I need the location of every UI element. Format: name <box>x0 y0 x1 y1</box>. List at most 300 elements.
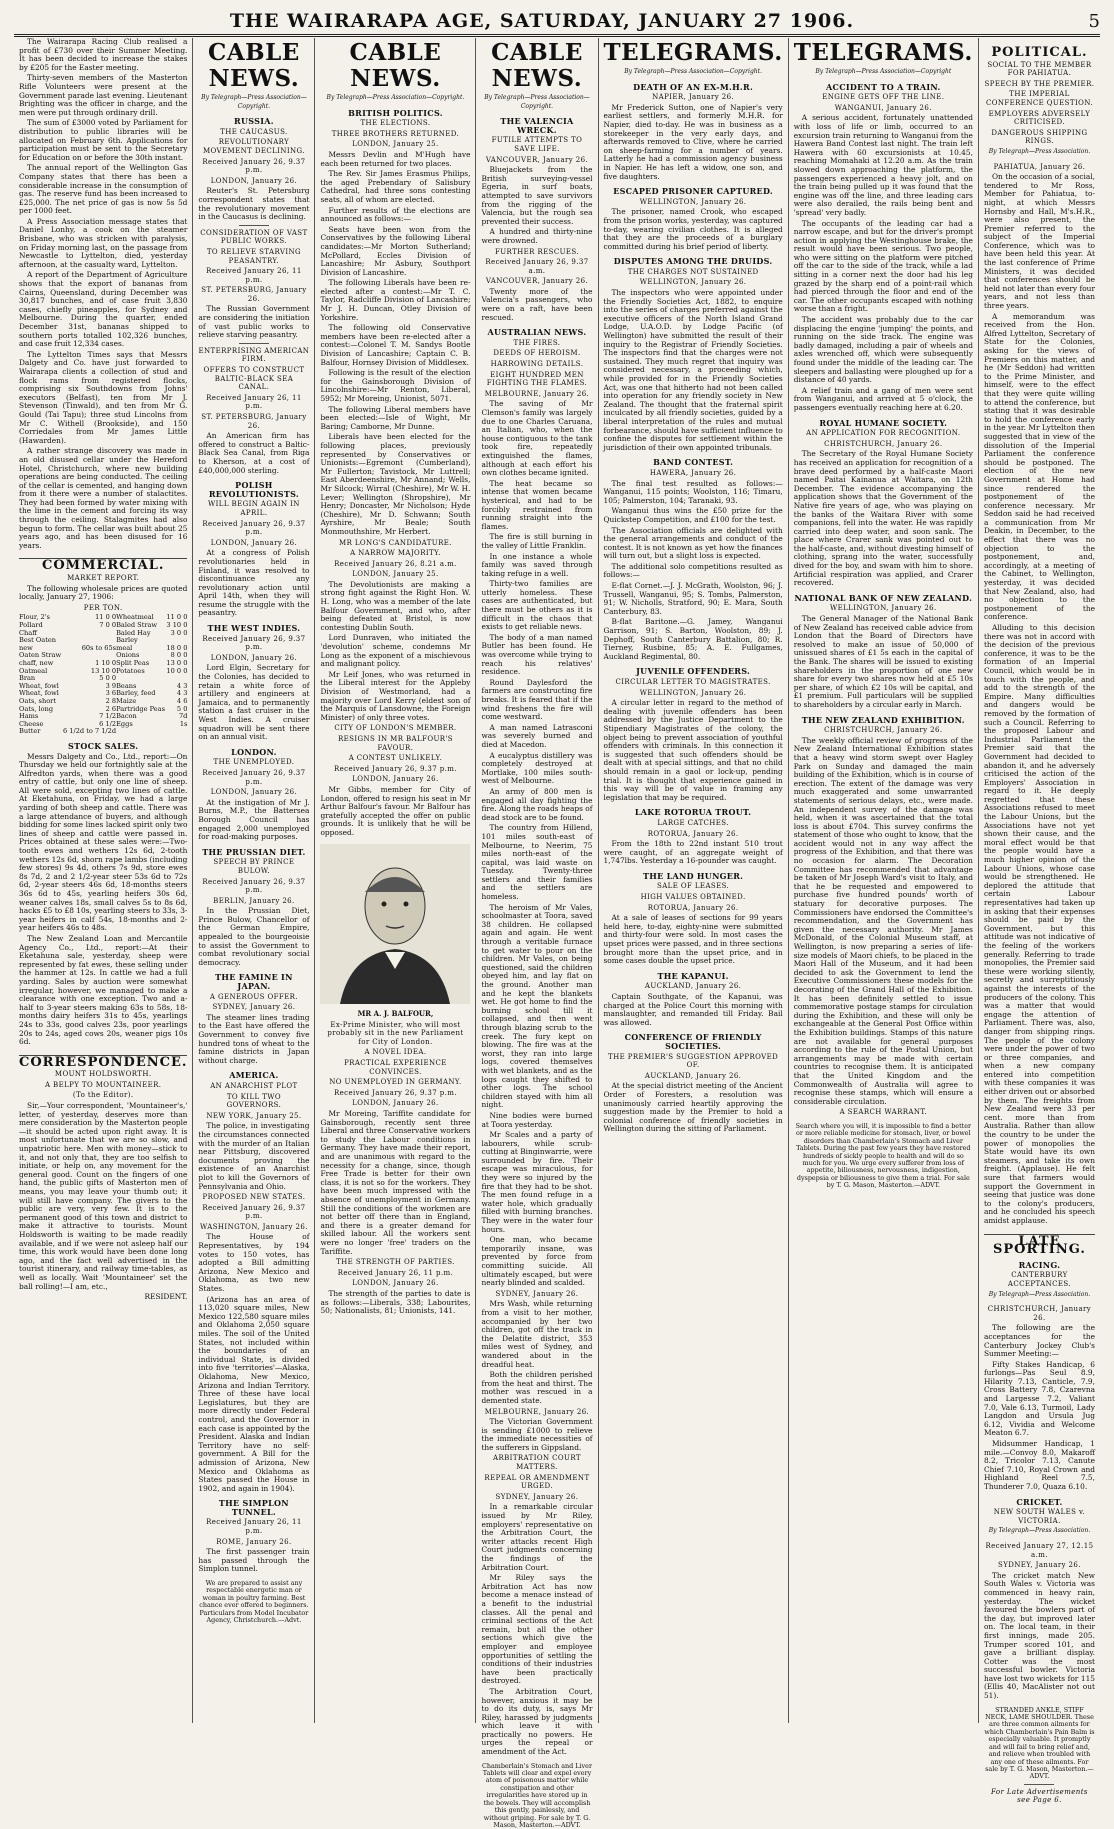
letter-title: MOUNT HOLDSWORTH. <box>54 1070 152 1079</box>
byline: By Telegraph—Press Association—Copyright. <box>201 94 307 110</box>
article-subheading: HARROWING DETAILS. <box>490 360 584 369</box>
paragraph: A report of the Department of Agriculture shows that the export of bananas from Cairns, Queensland, during December was 30,817 bunches, and of case fruit 3,830 cases, chiefly pineapples, for Sydney and Melbourne. During the quarter, ended December 31st, bananas shipped to southern ports totalled 102,326 bunches, and case fruit 12,334 cases. <box>19 270 188 349</box>
paragraph: A hundred and thirty-nine were drowned. <box>481 227 593 245</box>
article-subheading: TO RELIEVE STARVING PEASANTRY. <box>206 247 302 265</box>
paragraph: The Victorian Government is sending £1000 to relieve the immediate necessities of the sufferers in Gippsland. <box>481 1417 593 1452</box>
market-cell: Cheese <box>19 719 44 728</box>
dateline: Received January 26, 8.21 a.m. <box>334 559 457 568</box>
stock-sales-heading: STOCK SALES. <box>68 740 139 751</box>
dateline: SYDNEY, January 26. <box>212 1003 296 1012</box>
section-heading-commercial: COMMERCIAL. <box>19 558 187 571</box>
paragraph: The additional solo competitions resulted as follows:— <box>603 561 783 580</box>
column-banner: CABLE NEWS. <box>349 39 442 92</box>
article-heading: POLISH REVOLUTIONISTS. <box>208 480 300 499</box>
article-heading: JUVENILE OFFENDERS. <box>636 666 751 677</box>
dateline: Received January 26, 11 p.m. <box>206 1518 302 1536</box>
market-cell: 1 10 0 <box>95 658 117 667</box>
article-subheading: NEW SOUTH WALES v. VICTORIA. <box>993 1508 1086 1525</box>
market-cell <box>62 630 116 638</box>
market-cell: meal <box>116 643 133 652</box>
market-cell: Baled Straw <box>116 621 158 629</box>
portrait-caption: MR A. J. BALFOUR, <box>357 1009 434 1019</box>
paragraph: Mrs Wash, while returning from a visit to her mother, accompanied by her two children, got off the track in the Delatite district, 353 miles west of Sydney, and wandered about in the dreadful heat. <box>481 1299 593 1369</box>
article-subheading: EMPLOYERS ADVERSELY CRITICISED. <box>988 109 1091 127</box>
article-heading: THE WEST INDIES. <box>207 623 301 634</box>
paragraph: The prisoner, named Crook, who escaped from the prison works, yesterday, was captured to-day, wearing civilian clothes. It is alleged that they are the proceeds of a burglary committed during his brief period of liberty. <box>603 207 783 251</box>
paragraph: Seats have been won from the Conservatives by the following Liberal candidates:—Mr Morton Sutherland; McPollard, Eccles Division of Lancashire; Mr Asbury, Southport Division of Lancashire. <box>320 224 471 277</box>
paragraph: Sir,—Your correspondent, 'Mountaineer's,' letter, of yesterday, deserves more than mere consideration by the Masterton people—it should be acted upon right away. It is most unfortunate that we are so slow, and unpatriotic here. Men with money—stick to it, and not only that, they are too selfish to initiate, or help on, any movement for the general good. Count on the fingers of one hand, the public gifts of Masterton men of means, you may leave your thumb out; it will still have company. The givers to the public are very, very few. It is to the permanent good of this town and district to make it attractive to tourists. Mount Holdsworth is waiting to be made readily available, and if we were not asleep half our time, this work would have been done long ago, and the fact well advertised in the tourist itinerary, and railway time-tables, as well as locally. Wait 'Mountaineer' set the ball rolling!—I am, etc., <box>19 1101 188 1291</box>
market-cell: 13 10 0 <box>90 666 117 675</box>
paragraph: The weekly official review of progress of the New Zealand International Exhibition states that a heavy wind storm swept over Hagley Park on Sunday and damaged the main building of the Exhibition, which is in course of erection. The extent of the damage was very much exaggerated and some unwarranted statements of serious delays, etc., were made. An independent survey of the damage was held, when it was ascertained that the total loss is about £704. This survey confirms the statement of those who ought to know, that the accident would not in any way affect the progress of the Exhibition, and that there was no occasion for alarm. The Decoration Committee has recommended that advantage be taken of Mr Joseph Ward's visit to Italy, and that he be requested and empowered to purchase five hundred pounds' worth of statuary for decorative purposes. The Commissioners have endorsed the Committee's recommendation, and the Government has given the necessary authority. Mr James McDonald, of the Colonial Museum staff, at Wellington, is now preparing a series of life-size models of Maori chiefs, to be placed in the Maori Hall of the Museum, and it had been decided to ask the Government to lend the Executive Commissioners these models for the decorating of the Grand Hall of the Exhibition. It has been definitely settled to issue commemorative postage stamps for circulation during the Exhibition, and these will only be exchangeable at the General Post Office within the Exhibition buildings. Stamps of this nature are not available for general purposes according to the rule of the Postal Union, but arrangements may be made with certain countries to recognise them. It is anticipated that the United Kingdom and the Commonwealth of Australia will agree to recognise these stamps, which will ensure a considerable circulation. <box>793 735 973 1106</box>
paragraph: Mr Riley says the Arbitration Act has now become a menace instead of a benefit to the industrial classes. All the penal and criminal sections of the Act remain, but all the other sections which give the employer and employee opportunities of settling the conditions of their industries have been practically destroyed. <box>481 1573 593 1686</box>
article-heading: NATIONAL BANK OF NEW ZEALAND. <box>794 592 973 603</box>
market-cell: 5 0 0 <box>99 674 117 683</box>
article-subheading: THE CHARGES NOT SUSTAINED <box>627 267 759 276</box>
paragraph: Messrs Dalgety and Co., Ltd., report:—On Thursday we held our fortnightly sale at the Alfredton yards, when there was a good entry of cattle, but only one line of sheep. All were sold, excepting two lines of cattle. At Eketahuna, on Friday, we had a large yarding of both sheep and cattle. There was a large attendance of buyers, and although bidding for some lines lacked spirit only two lines of sheep and cattle were passed in. Prices obtained at these sales were:—Two-tooth ewes and wethers 12s 6d, 2-tooth wethers 12s 6d, shorn rape lambs (including few stores) 9s 4d, others 7s 9d, store ewes 8s 7d, 2 and 2 1/2-year steer 53s 6d to 72s 6d, 2-year steers 46s 6d, 18-months steers 36s 6d to 45s, yearling heifers 30s 6d, weaner calves 18s, small calves 5s to 8s 6d, hacks £5 to £8 10s, yearling steers to 33s, 3-year heifers in calf 54s, 18-months and 2-year heifers 46s to 48s. <box>19 751 188 933</box>
article-subheading: THE STRENGTH OF PARTIES. <box>336 1258 455 1267</box>
column-2 <box>193 38 315 1723</box>
paragraph: The House of Representatives, by 194 votes to 150 votes, has adopted a Bill admitting Arizona, New Mexico and Oklahoma, as two new States. <box>198 1232 310 1294</box>
market-cell: Maize <box>116 696 137 705</box>
paragraph: A memorandum was received from the Hon. Alfred Lyttelton, Secretary of State for the Colonies, asking for the views of Premiers on this matter, and he (Mr Seddon) had written to the Prime Minister, and himself, were to the effect that they were quite willing to attend the conference, but stating that it was desirable to hold the conference early in the year. Mr Lyttelton then suggested that in view of the dissolution of the Imperial Parliament the conference should be postponed. The election of the new Government at Home had since rendered the postponement of the conference necessary. Mr Seddon said he had received a communication from Mr Deakin, in December, to the effect that there was no objection to the postponement, and, accordingly, at a meeting of the Cabinet, to Wellington, yesterday, it was decided that New Zealand, also, had no objection to the postponement of the conference. <box>983 311 1095 622</box>
advertisement: STRANDED ANKLE, STIFF NECK, LAME SHOULDER. These are three common ailments for which Chamberlain's Pain Balm is especially valuable. It promptly and will fail to bring relief and, and relieve when troubled with any one of these ailments. For sale by T. G. Mason, Masterton.—ADVT. <box>984 1705 1095 1781</box>
paragraph: The Association officials are delighted with the general arrangements and conduct of the contest. It is not known as yet how the finances will turn out, but a slight loss is expected. <box>603 525 783 561</box>
paragraph: Lord Dunraven, who initiated the 'devolution' scheme, condemns Mr Long as the exponent of a mischievous and malignant policy. <box>320 633 471 669</box>
paragraph: The cricket match New South Wales v. Victoria was commenced in heavy rain, yesterday. The wicket favoured the bowlers part of the day, but improved later on. The local team, in their first innings, made 205. Trumper scored 101, and gave a brilliant display. Cotter was the most successful bowler. Victoria have lost two wickets for 115 (Ellis 40, MacAlister not out 51). <box>983 1570 1095 1701</box>
dateline: SYDNEY, January 26. <box>998 1561 1081 1570</box>
market-unit: PER TON. <box>83 603 123 612</box>
article-heading: RUSSIA. <box>234 116 274 127</box>
paragraph: Mr Leif Jones, who was returned in the Liberal interest for the Appleby Division of Westmorland, had a majority over Lord Kerry (eldest son of the Marquis of Lansdowne, the Foreign Minister) of only three votes. <box>320 669 471 722</box>
market-cell: 3 9 <box>105 681 117 690</box>
dateline: NAPIER, January 26. <box>652 93 735 102</box>
dateline: LONDON, January 26. <box>210 653 298 662</box>
article-subheading: THE FIRES. <box>513 338 561 347</box>
paragraph: Liberals have been elected for the following places, previously represented by Conservatives or Unionists:—Egremont (Cumberland), Mr Fullerton; Tavistock, Mr Luttrell; East Aberdeenshire, Mr Annand; Wells, Mr Silcock; Wirral (Cheshire), Mr W. H. Lever; Wellington (Shropshire), Mr Henry; Doncaster, Mr Nicholson; Hyde (Cheshire), Mr D. Schwann; South Ayrshire, Mr Beale; South Monmouthshire, Mr Herbert. <box>320 432 471 536</box>
article-heading: ESCAPED PRISONER CAPTURED. <box>613 186 773 197</box>
paragraph: A eucalyptus distillery was completely destroyed at Mortlake, 100 miles south-west of Melbourne. <box>481 750 593 786</box>
letter-subtitle: A BELPY TO MOUNTAINEER. <box>44 1080 162 1089</box>
byline: By Telegraph—Press Association. <box>988 1290 1091 1298</box>
market-cell: Oaten Straw <box>19 651 62 660</box>
market-cell: 18 0 0 <box>166 643 188 652</box>
paragraph: Captain Southgate, of the Kapanui, was charged at the Police Court this morning with manslaughter, and remanded till Friday. Bail was allowed. <box>603 992 783 1027</box>
market-cell: 6 1/2 <box>99 719 117 728</box>
market-cell <box>116 728 166 736</box>
article-heading: LONDON. <box>231 746 277 757</box>
market-row <box>19 622 187 630</box>
market-cell: Best Oaten <box>19 636 57 645</box>
article-subheading: NO UNEMPLOYED IN GERMANY. <box>329 1078 462 1087</box>
article-heading: THE PRUSSIAN DIET. <box>202 846 306 857</box>
article-subheading: CONSIDERATION OF VAST PUBLIC WORKS. <box>200 228 308 246</box>
column-6 <box>789 38 979 1723</box>
dateline: Received January 26, 11 p.m. <box>206 267 302 284</box>
paragraph: The accident was probably due to the car displacing the engine 'jumping' the points, and running on the side track. The engine was badly damaged, including a pair of wheels and axles wrenched off, which were subsequently found under the middle of the leading car. The sleepers and ballasting were ploughed up for a distance of 40 yards. <box>793 315 973 385</box>
paragraph: The Rev. Sir James Erasmus Philips, the aged Prebendary of Salisbury Cathedral, had three sons contesting seats, all of whom are elected. <box>320 169 471 204</box>
paragraph: One man, who became temporarily insane, was prevented by force from committing suicide. All ultimately escaped, but were nearly blinded and scalded. <box>481 1235 593 1288</box>
article-subheading: A CONTEST UNLIKELY. <box>348 754 443 763</box>
market-cell: 4 3 <box>176 689 188 698</box>
paragraph: The fire is still burning in the valley of Little Franklin. <box>481 532 593 550</box>
market-table <box>19 614 187 736</box>
market-cell: Pollard <box>19 621 43 629</box>
divider <box>239 225 269 226</box>
paragraph: Following is the result of the election for the Gainsborough Division of Lincolnshire:—Mr Renton, Liberal, 5952; Mr Moreing, Unionist, 5071. <box>320 368 471 403</box>
columns <box>14 37 1100 1829</box>
paragraph: The annual report of the Wellington Gas Company states that there has been a considerable increase in the consumption of gas. The reserve fund has been increased to £25,000. The net price of gas is now 5s 5d per 1000 feet. <box>19 163 188 216</box>
paragraph: The Secretary of the Royal Humane Society has received an application for recognition of a brave deed performed by a half-caste Maori named Paitai Kainanua at Waitara, on 12th December. The evidence accompanying the application shows that the Government of the Native fire years of age, who was playing on the banks of the Waitara River with some companions, fell into the water. He was rapidly carried into deep water, and soon sank. The place where Crarer sank was pointed out to the half-caste, and, without divesting himself of clothing, sprang into the water, successfully dived for the boy, and swam with him to shore. Artificial respiration was applied, and Crarer recovered. <box>793 449 973 588</box>
byline: By Telegraph—Press Association—Copyright <box>815 68 952 75</box>
byline: By Telegraph—Press Association. <box>988 147 1091 155</box>
article-subheading: THE IMPERIAL CONFERENCE QUESTION. <box>985 90 1093 107</box>
paragraph: The General Manager of the National Bank of New Zealand has received cable advice from London that the Board of Directors have resolved to make an issue of 50,000 of unissued shares of £1 5s each in the capital of the Bank. The shares will be issued to existing shareholders in the proportion of one new share for every two shares now held at £5 10s per share, of which £2 10s will be capital, and £1 premium. Full particulars will be supplied to shareholders by a circular early in March. <box>793 614 973 709</box>
page-number: 5 <box>1088 10 1100 32</box>
dateline: WASHINGTON, January 26. <box>200 1222 308 1231</box>
paragraph: Further results of the elections are announced as follows:— <box>320 205 471 224</box>
dateline: MELBOURNE, January 26. <box>484 389 590 398</box>
dateline: ST. PETERSBURG, January 26. <box>201 413 307 430</box>
paragraph: A circular letter in regard to the method of dealing with juvenile offenders has been addressed by the Justice Department to the Stipendiary Magistrates of the colony, the object being to prevent association of youthful offenders with criminals. In this connection it is suggested that such offenders should be dealt with at special sittings, and that no child should remain in a gaol or lock-up, pending trial. It is thought that experience gained in this way will be of value in framing any legislation that may be required. <box>603 698 783 802</box>
market-cell: Split Peas <box>116 658 150 667</box>
paragraph: The occupants of the leading car had a narrow escape, and but for the driver's prompt action in applying the Westinghouse brake, the result would have been serious. Two people, who were sitting on the platform were pitched off the car to the side of the track, while a lad sitting in a corner next the door had his leg grazed by the sharp end of a point-rail which had pierced through the floor and end of the car. The other occupants escaped with nothing worse than a fright. <box>793 218 973 314</box>
paragraph: A serious accident, fortunately unattended with loss of life or limb, occurred to an excursion train returning to Wanganui from the Hawera Band Contest last night. The train left Hawera with 60 excursionists at 10.45, reaching Momahaki at 12.20 a.m. As the train slowed down approaching the platform, the passengers experienced a heavy jolt, and on the train being pulled up it was found that the engine was off the line, and three leading cars were also derailed, the rails being bent and 'spread' very badly. <box>793 113 973 217</box>
paragraph: Reuter's St. Petersburg correspondent states that the revolutionary movement in the Caucasus is declining. <box>198 186 310 222</box>
market-cell: Beans <box>116 681 137 690</box>
paragraph: In a remarkable circular issued by Mr Riley, employers' representative on the Arbitration Court, the writer attacks recent High Court judgments concerning the findings of the Arbitration Court. <box>481 1502 593 1572</box>
market-cell: Chaff <box>19 628 37 637</box>
dateline: ROTORUA, January 26. <box>647 903 739 912</box>
article-heading: DEATH OF AN EX-M.H.R. <box>633 81 754 92</box>
paragraph: At a congress of Polish revolutionaries held in Finland, it was resolved to discontinuance any revolutionary action until April 14th, when they will resume the struggle with the peasantry. <box>198 548 310 618</box>
market-cell: Bacon <box>116 712 137 721</box>
paragraph: Bluejackets from the British surveying-vessel Egeria, in surf boats, attempted to save survivors from the rigging of the Valencia, but the rough sea prevented their success. <box>481 165 593 226</box>
paragraph: The New Zealand Loan and Mercantile Agency Co., Ltd., report:—At their Eketahuna sale, yesterday, sheep were represented by fat ewes, these selling under the hammer at 12s. In cattle we had a full yarding. Sales by auction were somewhat irregular, however, we managed to make a clearance with one exception. Two and a-half to 3-year steers making 63s to 58s, 18-months dairy heifers 31s to 45s, yearlings 24s to 33s, good calves 23s, poor yearlings 20s to 24s, aged cows 20s, weaner pigs 10s 6d. <box>19 933 188 1047</box>
dateline: LONDON, January 26. <box>210 176 298 185</box>
paragraph: Messrs Devlin and M'Hugh have each been returned for two places. <box>320 149 471 168</box>
article-subheading: SPEECH BY THE PREMIER. <box>984 79 1095 88</box>
divider <box>1024 1784 1054 1785</box>
portrait-caption-detail: Ex-Prime Minister, who will most probably sit in the new Parliament for City of London. <box>327 1020 464 1046</box>
paragraph: The following Liberal members have been elected:—Isle of Wight, Mr Baring; Camborne, Mr Dunne. <box>320 404 471 431</box>
article-heading: THE LAND HUNGER. <box>642 870 744 881</box>
paragraph: The heat became so intense that women became hysterical, and had to be forcibly restrained from running straight into the flames. <box>481 478 593 531</box>
article-subheading: LARGE CATCHES. <box>657 818 729 827</box>
article-subheading: AN APPLICATION FOR RECOGNITION. <box>806 429 961 438</box>
section-heading-political: POLITICAL. <box>991 45 1088 60</box>
letter-signoff: RESIDENT. <box>144 1292 188 1302</box>
market-cell: 8 0 0 <box>170 651 188 660</box>
dateline: WELLINGTON, January 26. <box>639 278 747 287</box>
paragraph: Mr Moreing, Tariffite candidate for Gainsborough, recently sent three Liberal and three Conservative workers to study the Labour conditions in Germany. They have made their report, and are unanimous with regard to the necessity for a change, since, though Free Trade is better for their own class, it is not so for the workers. They have been much impressed with the absence of unemployment in Germany. Still the conditions of the workmen are not better off there than in England, and there is a greater demand for skilled labour. All the workers sent were no longer 'free' traders on the Tariffite. <box>320 1109 471 1256</box>
paragraph: Both the children perished from the heat and thirst. The mother was rescued in a demented state. <box>481 1370 593 1405</box>
dateline: Received January 26, 9.37 p.m. <box>333 1088 457 1097</box>
market-cell: 3 6 <box>105 689 117 698</box>
paragraph: Alluding to this decision there was not in accord with the decision of the previous conference, it was to be the formation of an Imperial Council, which would be in touch with the people, and add to the strength of the Empire. Many difficulties and dangers would be removed by the formation of such a Council. Referring to the proposed Labour and Industrial Parliament the Premier said that the Government had decided to abandon it, and he adversely criticised the action of the Employers' Association in regard to it. He deeply regretted that these Associations refused to meet the Labour Unions, but the Associations have not yet shown their cause, and the moral effect would be that the people would have a much higher opinion of the Labour Unions, whose case would be strengthened. He deplored the attitude that certain Labour representatives had taken up in asking that their expenses should be paid by the Government, but this attitude was not indicative of the feeling of the workers generally. Referring to trade monopolies, the Premier said these were working silently, secretly and surreptitiously against the interests of the producers of the colony. This was a matter that would engage the attention of Parliament. There was, also, danger from shipping rings. The people of the colony were under the power of two or three companies, and when a new company entered into competition with these companies it was either driven out or absorbed by them. The freights from New Zealand were 33 per cent. more than from Australia. Rather than allow the country to be under the power of monopolies the State would have its own steamers, and take its own freight. (Applause). He felt sure that farmers would support the Government in seeing that justice was done to the colony's producers, and he concluded his speech amidst applause. <box>983 623 1095 1225</box>
article-subheading: THREE BROTHERS RETURNED. <box>331 129 460 138</box>
dateline: SYDNEY, January 26. <box>495 1492 579 1501</box>
article-subheading: DEEDS OF HEROISM. <box>493 349 581 358</box>
article-subheading: THE PREMIER'S SUGGESTION APPROVED OF. <box>608 1052 779 1070</box>
article-subheading: EIGHT HUNDRED MEN FIGHTING THE FLAMES. <box>486 370 588 388</box>
paragraph: E-flat Cornet.—J. J. McGrath, Woolston, 96; J. Trussell, Wanganui, 95; S. Tombs, Palmerston, 91; W. Nicholls, Stratford, 90; E. Mara, South Canterbury, 83. <box>603 581 783 616</box>
paragraph: The body of a man named Butler has been found. He was overcome while trying to reach his relatives' residence. <box>481 632 593 677</box>
market-cell: 2 8 <box>105 696 117 705</box>
column-4 <box>476 38 598 1829</box>
article-heading: LAKE ROTORUA TROUT. <box>634 807 752 818</box>
dateline: Received January 26, 9.37 p.m. <box>202 1203 306 1221</box>
paragraph: A Press Association message states that Daniel Lonhy, a cook on the steamer Brisbane, who was stricken with paralysis, on Friday morning last, on the passage from Newcastle to Lyttelton, died, yesterday afternoon, at the casualty ward, Lyttelton. <box>19 216 188 269</box>
paragraph: The following are the acceptances for the Canterbury Jockey Club's Summer Meeting:— <box>983 1323 1095 1359</box>
paragraph: Thirty-seven members of the Masterton Rifle Volunteers were present at the Government parade last evening. Lieutenant Brighting was the officer in charge, and the men were put through ordinary drill. <box>19 73 188 117</box>
paragraph: Thirty-two families are utterly homeless. These cases are authenticated, but there must be others as it is difficult in the chaos that exists to get reliable news. <box>481 579 593 632</box>
market-cell <box>166 728 187 736</box>
paragraph: The inspectors who were appointed under the Friendly Societies Act, 1882, to enquire into the series of charges preferred against the executive officers of the North Island Grand Lodge, U.A.O.D. by Lodge Pacific (of Wellington) have submitted the result of their inquiry to the Registrar of Friendly Societies. The inspectors find that the charges were not sustained. They much regret that inquiry was considered necessary, a proceeding which, while provided for in the Friendly Societies Act, was one that hitherto had not been called into operation for any friendly society in New Zealand. The thought that the fraternal spirit inculcated by all friendly societies, guided by a liberal interpretation of the rules and mutual forbearance, should have sufficient influence to confine the disputes for settlement within the jurisdiction of their own appointed tribunals. <box>603 288 783 452</box>
dateline: LONDON, January 25. <box>352 140 439 149</box>
market-cell: Onions <box>116 651 140 660</box>
dateline: LONDON, January 26. <box>352 775 439 784</box>
article-heading: ACCIDENT TO A TRAIN. <box>826 81 941 92</box>
byline: By Telegraph—Press Association. <box>988 1527 1091 1535</box>
paragraph: At a sale of leases of sections for 99 years held here, to-day, eighty-nine were submitted and thirty-four were sold. In most cases the upset prices were passed, and in three sections brought more than the upset price, and in some cases double the upset price. <box>603 913 783 966</box>
article-subheading: HIGH VALUES OBTAINED. <box>640 893 746 902</box>
paragraph: The Lyttelton Times says that Messrs Dalgety and Co. have just forwarded to Wairarapa clients a collection of stud and flock rams from registered flocks, comprising six Southdowns from Johns' executors (Belfast), ten from Mr J. Stevenson (Tinwald), and ten from Mr G. Gould (Tai Tapu); three stud Lincolns from Mr C. Withell (Brookside), and 150 Corriedales from Mr James Little (Hawarden). <box>19 349 188 445</box>
dateline: LONDON, January 26. <box>210 788 298 797</box>
article-heading: THE NEW ZEALAND EXHIBITION. <box>801 714 965 725</box>
article-subheading: OFFERS TO CONSTRUCT BALTIC-BLACK SEA CANAL. <box>203 366 305 392</box>
column-7 <box>979 38 1100 1805</box>
article-subheading: REVOLUTIONARY MOVEMENT DECLINING. <box>202 138 305 155</box>
byline: By Telegraph—Press Association—Copyright. <box>624 68 762 75</box>
article-subheading: A GENEROUS OFFER. <box>209 992 298 1001</box>
dateline: ROME, January 26. <box>216 1537 292 1546</box>
dateline: Received January 26, 9.37 a.m. <box>485 258 589 275</box>
dateline: Received January 26, 11 p.m. <box>337 1268 454 1277</box>
paragraph: Nine bodies were burned at Toora yesterday. <box>481 1110 593 1129</box>
market-cell: 11 0 0 <box>95 613 117 622</box>
dateline: Received January 26, 9.37 p.m. <box>202 157 306 175</box>
paragraph: The police, in investigating the circumstances connected with the murder of an Italian near Pittsburg, discovered documents proving the existence of an Anarchist plot to kill the Governors of Pennsylvania and Ohio. <box>198 1121 310 1191</box>
paragraph: The first passenger train has passed through the Simplon tunnel. <box>198 1547 310 1574</box>
dateline: BERLIN, January 26. <box>213 896 295 905</box>
article-subheading: ENGINE GETS OFF THE LINE. <box>822 93 945 102</box>
article-heading: DISPUTES AMONG THE DRUIDS. <box>613 256 773 267</box>
market-cell: 5 0 <box>176 704 188 713</box>
article-subheading: ARBITRATION COURT MATTERS. <box>492 1454 581 1472</box>
article-subheading: WILL BEGIN AGAIN IN APRIL. <box>208 500 300 517</box>
paragraph: The Devolutionists are making a strong fight against the Right Hon. W. H. Long, who was a member of the late Balfour Government, and who, after being defeated at Bristol, is now contesting Dublin South. <box>320 579 471 632</box>
dateline: CHRISTCHURCH, January 26. <box>987 1305 1092 1322</box>
market-cell: Butter <box>19 727 41 736</box>
section-heading-late-sporting: LATE SPORTING. <box>984 1234 1095 1255</box>
section-heading-correspondence: CORRESPONDENCE. <box>19 1054 188 1070</box>
article-subheading: AN ANARCHIST PLOT <box>210 1081 298 1090</box>
market-cell: Baled Hay <box>116 628 151 637</box>
advertisement-title: A SEARCH WARRANT. <box>839 1108 928 1117</box>
paragraph: A relief train and a gang of men were sent from Wanganui, and arrived at 5 o'clock, the passengers eventually reaching here at 6.20. <box>793 385 973 412</box>
advertisement: Search where you will, it is impossible to find a better or more reliable medicine for stomach, liver, or bowel disorders than Chamberlain's Stomach and Liver Tablets. During the past few years they have restored hundreds of sickly people to health and will do so much for you. We urge every sufferer from loss of appetite, biliousness, nervousness, indigestion, dyspepsia or biliousness to give them a trial. For sale by T. G. Mason, Masterton.—ADVT. <box>795 1121 972 1190</box>
dateline: LONDON, January 26. <box>352 1279 439 1288</box>
market-cell: Oatmeal <box>19 666 48 675</box>
advertisement: Chamberlain's Stomach and Liver Tablets will clear and expel every atom of poisonous matter while constipation and other irregularities have stored up in the bowels. They will accomplish this gently, painlessly, and without griping. For sale by T. G. Mason, Masterton.—ADVT. <box>481 1761 592 1829</box>
market-cell: 3 0 0 <box>170 628 188 637</box>
dateline: ROTORUA, January 26. <box>647 829 739 838</box>
dateline: Received January 26, 9.37 p.m. <box>202 768 306 786</box>
dateline: Received January 26, 9.37 p.m. <box>333 764 457 773</box>
paragraph: The sum of £3000 voted by Parliament for distribution to public libraries will be allocated on February 6th. Applications for participation must be sent to the Secretary for Education on or before the 30th instant. <box>19 118 188 162</box>
market-cell: new <box>19 643 33 652</box>
dateline: WELLINGTON, January 26. <box>830 604 937 613</box>
market-cell: Wheat, fowl <box>19 681 59 690</box>
dateline: CHRISTCHURCH, January 26. <box>824 726 943 735</box>
market-cell: 7d <box>178 712 188 721</box>
article-subheading: ENTERPRISING AMERICAN FIRM. <box>198 346 310 364</box>
advertisement: We are prepared to assist any respectable energetic man or woman in poultry farming. Best chance ever offered to beginners. Particulars from Model Incubator Agency, Christchurch.—Advt. <box>199 1579 309 1625</box>
paragraph: An American firm has offered to construct a Baltic-Black Sea Canal, from Riga to Kherson, at a cost of £40,000,000 sterling. <box>198 431 310 475</box>
article-subheading: PRACTICAL EXPERIENCE CONVINCES. <box>344 1059 447 1076</box>
dateline: WELLINGTON, January 26. <box>639 197 747 206</box>
article-subheading: MR LONG'S CANDIDATURE. <box>339 538 452 547</box>
article-subheading: A NOVEL IDEA. <box>364 1048 427 1057</box>
market-cell: Bran <box>19 674 36 683</box>
paragraph: The strength of the parties to date is as follows:—Liberals, 338; Labourites, 50; Nationalists, 81; Unionists, 141. <box>320 1288 471 1316</box>
letter-address: (To the Editor). <box>72 1091 134 1100</box>
dateline: LONDON, January 26. <box>210 538 298 547</box>
paragraph: The saving of Mr Clemson's family was largely due to one Charles Caruana, an Italian, who, when the house contiguous to the tank took fire, repeatedly extinguished the flames, although at each effort his own clothes became ignited. <box>481 399 593 478</box>
dateline: Received January 26, 9.37 p.m. <box>202 877 306 895</box>
article-subheading: THE CAUCASUS. <box>220 127 288 136</box>
paragraph: Mr Scales and a party of labourers, while scrub-cutting at Binginwarrie, were surrounded by fire. Their escape was miraculous, for they were so injured by the fire that they had to be shot. The men found refuge in a water hole, which gradually filled with burning branches. They were in the water four hours. <box>481 1130 593 1234</box>
market-cell: chaff, new <box>19 658 54 667</box>
column-banner: TELEGRAMS. <box>603 39 783 66</box>
paragraph: On the occasion of a social, tendered to Mr Ross, Member for Pahiatua, to-night, at which Messrs Hornsby and Hall, M's.H.R., were also present, the Premier referred to the subject of the Imperial Conference, which was to have been held this year. At the last conference of Prime Ministers, it was decided that conferences should be held not later than every four years, and not less than three years. <box>983 172 1095 311</box>
article-subheading: RESIGNS IN MR BALFOUR'S FAVOUR. <box>337 734 453 752</box>
market-cell: 10 0 0 <box>166 666 188 675</box>
dateline: VANCOUVER, January 26. <box>485 155 589 164</box>
dateline: CHRISTCHURCH, January 26. <box>824 439 943 448</box>
dateline: Received January 26, 11 p.m. <box>206 393 302 411</box>
dateline: MELBOURNE, January 26. <box>484 1407 590 1416</box>
market-cell: 1s <box>179 719 188 728</box>
dateline: LONDON, January 26. <box>352 1099 439 1108</box>
paragraph: From the 18th to 22nd instant 510 trout were caught, of an aggregate weight of 1,747lbs. Yesterday a 16-pounder was caught. <box>603 839 783 866</box>
market-cell: Oats, short <box>19 696 56 705</box>
article-subheading: CIRCULAR LETTER TO MAGISTRATES. <box>615 678 771 686</box>
byline: By Telegraph—Press Association—Copyright. <box>326 94 465 101</box>
byline: By Telegraph—Press Association—Copyright. <box>484 94 590 110</box>
article-subheading: SOCIAL TO THE MEMBER FOR PAHIATUA. <box>987 60 1092 78</box>
article-subheading: PROPOSED NEW STATES. <box>202 1193 306 1202</box>
market-cell: 11 0 0 <box>166 613 188 622</box>
market-cell: 13 0 0 <box>166 658 188 667</box>
market-cell: 3 10 0 <box>166 621 188 629</box>
article-heading: AMERICA. <box>229 1070 279 1081</box>
column-banner: TELEGRAMS. <box>793 39 973 66</box>
paragraph: Lord Elgin, Secretary for the Colonies, has decided to retain a white force of artillery and engineers at Jamaica, and to permanently station a fast cruiser in the West Indies. A cruiser squadron will be sent there on an annual visit. <box>198 663 310 742</box>
article-subheading: THE UNEMPLOYED. <box>213 758 295 767</box>
paragraph: Fifty Stakes Handicap, 6 furlongs—Pas Seul 8.9, Hilarity 7.13, Canticle, 7.9, Cross Battery 7.8, Czarevna and Largesse 7.2, Valiant 7.0, Vale 6.13, Turmoil, Lady Langdon and Ursula Jug 6.12, Vividia and Welcome Meaton 6.7. <box>983 1359 1095 1438</box>
dateline: Received January 26, 9.37 p.m. <box>202 519 306 537</box>
article-subheading: SALE OF LEASES. <box>657 882 730 891</box>
paragraph: A man named Latrasconi was severely burned and died at Macedon. <box>481 722 593 749</box>
paragraph: Mr Gibbs, member for City of London, offered to resign his seat in Mr Arthur Balfour's favour. Mr Balfour has gratefully accepted the offer on public grounds. It is unlikely that he will be opposed. <box>320 784 471 837</box>
article-subheading: THE ELECTIONS. <box>360 119 431 128</box>
article-heading: CRICKET. <box>1016 1496 1063 1507</box>
dateline: Received January 27, 12.15 a.m. <box>985 1541 1094 1559</box>
newspaper-title: THE WAIRARAPA AGE, SATURDAY, JANUARY 27 1906. <box>229 10 855 32</box>
article-heading: THE SIMPLON TUNNEL. <box>218 1498 289 1517</box>
article-subheading: SPEECH BY PRINCE BULOW. <box>213 858 295 875</box>
dateline: AUCKLAND, January 26. <box>644 1071 742 1080</box>
paragraph: A rather strange discovery was made in an old disused cellar under the Hereford Hotel, Christchurch, where new building operations are being conducted. The ceiling of the cellar is cemented, and hanging down from it there were a number of stalactites. They had been formed by water mixing with the lime in the cement and forcing its way through the ceiling. Stalagmites had also begun to form. The cellar was built about 25 years ago, and has been disused for 16 years. <box>19 446 188 550</box>
dateline: HAWERA, January 26. <box>649 468 737 477</box>
column-3 <box>315 38 476 1723</box>
market-cell: Potatoes <box>116 666 145 675</box>
market-cell: Eggs <box>116 719 133 728</box>
paragraph: (Arizona has an area of 113,020 square miles, New Mexico 122,580 square miles and Oklahoma 2,050 square miles. The soil of the United States, not included within the boundaries of an individual State, is divided into five 'territories'—Alaska, Oklahoma, New Mexico, Arizona and Indian Territory. Three of these have local Legislatures, but they are more directly under Federal control, and the Governor in each case is appointed by the President. Alaska and Indian Territory have no self-government. A Bill for the admission of Arizona, New Mexico and Oklahoma as States passed the House in 1902, and again in 1904). <box>198 1294 310 1493</box>
paragraph: At the special district meeting of the Ancient Order of Foresters, a resolution was unanimously carried heartily approving the suggestion made by the Premier to hold a colonial conference of friendly societies in Wellington during the sitting of Parliament. <box>603 1081 783 1134</box>
market-cell: Barley, feed <box>116 689 156 698</box>
article-subheading: CITY OF LONDON'S MEMBER. <box>334 724 457 733</box>
paragraph: Round Daylesford the farmers are constructing fire breaks. It is feared that if the wind freshens the fire will come westward. <box>481 677 593 722</box>
market-cell: Flour, 2's <box>19 613 50 622</box>
footer-note: For Late Advertisements see Page 6. <box>990 1787 1088 1805</box>
article-subheading: A NARROW MAJORITY. <box>350 549 441 558</box>
article-subheading: FURTHER RESCUES. <box>494 247 579 256</box>
market-cell: Wheat, fowl <box>19 689 59 698</box>
market-cell: Hams <box>19 712 39 721</box>
market-cell: 2 6 <box>105 704 117 713</box>
market-cell: 7 1/2 <box>99 712 117 721</box>
dateline: LONDON, January 25. <box>352 570 439 579</box>
article-subheading: TO KILL TWO GOVERNORS. <box>226 1092 282 1110</box>
paragraph: In the Prussian Diet, Prince Bulow, Chancellor of the German Empire, appealed to the bourgeoisie to assist the Government to combat revolutionary social democracy. <box>198 906 310 967</box>
market-cell: 7 0 0 <box>99 621 117 629</box>
paragraph: The steamer lines trading to the East have offered the Government to convey five hundred tons of wheat to the famine districts in Japan without charge. <box>198 1012 310 1065</box>
column-5 <box>599 38 789 1723</box>
divider <box>239 343 269 344</box>
market-cell: 6 1/2d to 7 1/2d <box>63 727 117 736</box>
article-subheading: REPEAL OR AMENDMENT URGED. <box>484 1473 590 1491</box>
market-cell: 60s to 65s <box>81 643 117 652</box>
article-heading: THE KAPANUI. <box>657 970 729 981</box>
paragraph: The following Liberals have been re-elected after a contest:—Mr T. C. Taylor, Radcliffe Division of Lancashire; Mr J. H. Duncan, Otley Division of Yorkshire. <box>320 278 471 322</box>
dateline: PAHIATUA, January 26. <box>993 162 1086 171</box>
market-report-heading: MARKET REPORT. <box>67 574 140 583</box>
paragraph: Twenty more of the Valencia's passengers, who were on a raft, have been rescued. <box>481 286 593 322</box>
paragraph: The Arbitration Court, however, anxious it may be to do its duty, is, says Mr Riley, harassed by judgments which leave it with practically no powers. He urges the repeal or amendment of the Act. <box>481 1686 593 1757</box>
paragraph: The Russian Government are considering the initiation of vast public works to relieve starving peasantry. <box>198 304 310 340</box>
column-banner: CABLE NEWS. <box>491 39 583 92</box>
paragraph: B-flat Baritone.—G. Jamey, Wanganui Garrison, 91; S. Barton, Woolston, 89; J. Dephoff, South Canterbury Battalion, 80; R. Tierney, Rusbine, 85; A. E. Fullgames, Auckland Regimental, 80. <box>603 617 783 661</box>
column-1 <box>14 38 193 1723</box>
dateline: VANCOUVER, January 26. <box>485 277 589 286</box>
article-heading: ROYAL HUMANE SOCIETY. <box>819 417 948 428</box>
article-subheading: FUTILE ATTEMPTS TO SAVE LIFE. <box>491 136 583 153</box>
market-cell: Wheatmeal <box>116 613 154 622</box>
paragraph: In one instance a whole family was saved through taking refuge in a well. <box>481 551 593 578</box>
paragraph: An army of 800 men is engaged all day fighting the fire. Along the roads heaps of dead stock are to be found. <box>481 786 593 822</box>
balfour-portrait <box>320 844 470 1004</box>
article-subheading: CANTERBURY ACCEPTANCES. <box>1007 1271 1071 1288</box>
paragraph: Midsummer Handicap, 1 mile.—Convoy 8.0, Makaroff 8.2, Tricolor 7.13, Canute Chief 7.10, Royal Crown and Highland Reel 7.5, Thunderer 7.0, Quaza 6.10. <box>983 1439 1095 1491</box>
paragraph: Wanganui thus wins the £50 prize for the Quickstep Competition, and £100 for the test. <box>603 506 783 524</box>
article-heading: BAND CONTEST. <box>653 457 734 468</box>
market-cell: 4 3 <box>176 681 188 690</box>
market-cell: Barley <box>116 636 138 645</box>
article-heading: RACING. <box>1018 1259 1061 1270</box>
article-subheading: DANGEROUS SHIPPING RINGS. <box>991 128 1088 146</box>
